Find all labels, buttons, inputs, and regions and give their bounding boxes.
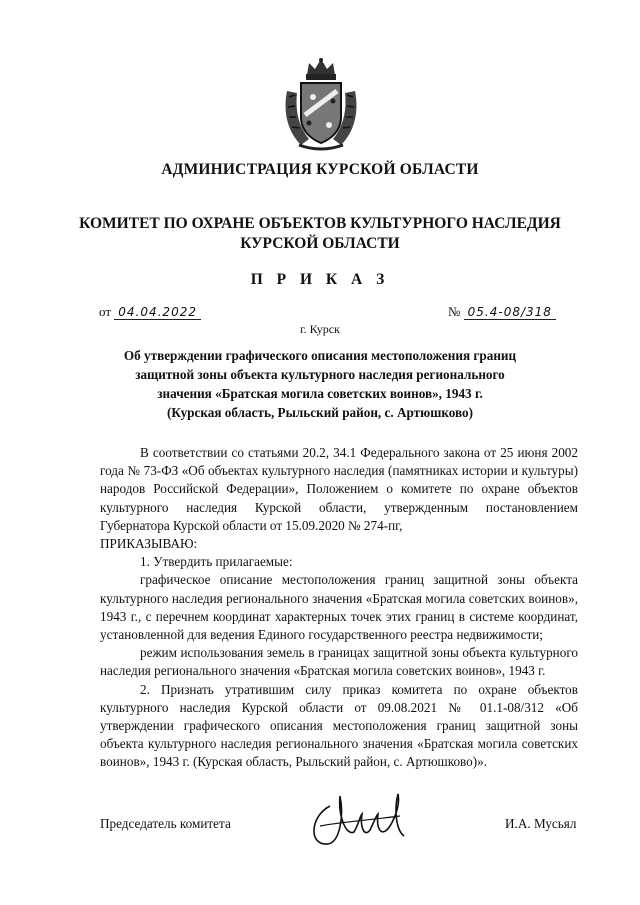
signatory-name: И.А. Мусьял	[505, 816, 577, 831]
document-body	[100, 444, 578, 772]
handwritten-signature	[300, 786, 415, 858]
number-prefix: №	[448, 304, 461, 319]
document-date	[99, 304, 201, 320]
document-type: П Р И К А З	[250, 271, 390, 288]
item-1b: режим использования земель в границах защитной зоны объекта культурного наследия регионального значения «Братская могила советских воинов», 1943 г.	[100, 645, 578, 679]
coat-of-arms-emblem	[279, 57, 363, 153]
signatory-position: Председатель комитета	[100, 816, 231, 831]
title-line3: значения «Братская могила советских воинов», 1943 г.	[157, 386, 483, 401]
title-line4: (Курская область, Рыльский район, с. Артюшково)	[166, 405, 474, 420]
date-value: 04.04.2022	[114, 305, 201, 320]
title-line2: защитной зоны объекта культурного наследия регионального	[135, 367, 505, 382]
item-1a: графическое описание местоположения границ защитной зоны объекта культурного наследия регионального значения «Братская могила советских воинов», 1943 г., с перечнем координат характерных точек этих границ в системе координат, установленной для ведения Единого государственного реестра недвижимости;	[100, 572, 578, 643]
committee-name	[0, 214, 640, 254]
item-1: 1. Утвердить прилагаемые:	[140, 554, 293, 570]
date-prefix: от	[99, 304, 112, 319]
number-value: 05.4-08/318	[464, 305, 556, 320]
committee-name-line2: КУРСКОЙ ОБЛАСТИ	[240, 235, 400, 252]
title-line1: Об утверждении графического описания местоположения границ	[123, 348, 517, 363]
city: г. Курск	[300, 322, 340, 336]
preamble-paragraph: В соответствии со статьями 20.2, 34.1 Федерального закона от 25 июня 2002 года № 73-ФЗ «Об объектах культурного наследия (памятниках истории и культуры) народов Российской Федерации», Положением о комитете по охране объектов культурного наследия Курской области, утвержденным постановлением Губернатора Курской области от 15.09.2020 № 274-пг,	[100, 445, 578, 533]
item-2: 2. Признать утратившим силу приказ комитета по охране объектов культурного наследия Курской области от 09.08.2021 № 01.1-08/312 «Об утверждении графического описания местоположения границ защитной зоны объекта культурного наследия регионального значения «Братская могила советских воинов», 1943 г. (Курская область, Рыльский район, с. Артюшково)».	[100, 681, 578, 770]
document-title	[100, 346, 540, 422]
document-number	[448, 304, 556, 320]
committee-name-line1: КОМИТЕТ ПО ОХРАНЕ ОБЪЕКТОВ КУЛЬТУРНОГО НАСЛЕДИЯ	[79, 215, 561, 232]
organization-name: АДМИНИСТРАЦИЯ КУРСКОЙ ОБЛАСТИ	[161, 161, 479, 178]
order-word: ПРИКАЗЫВАЮ:	[100, 536, 198, 552]
